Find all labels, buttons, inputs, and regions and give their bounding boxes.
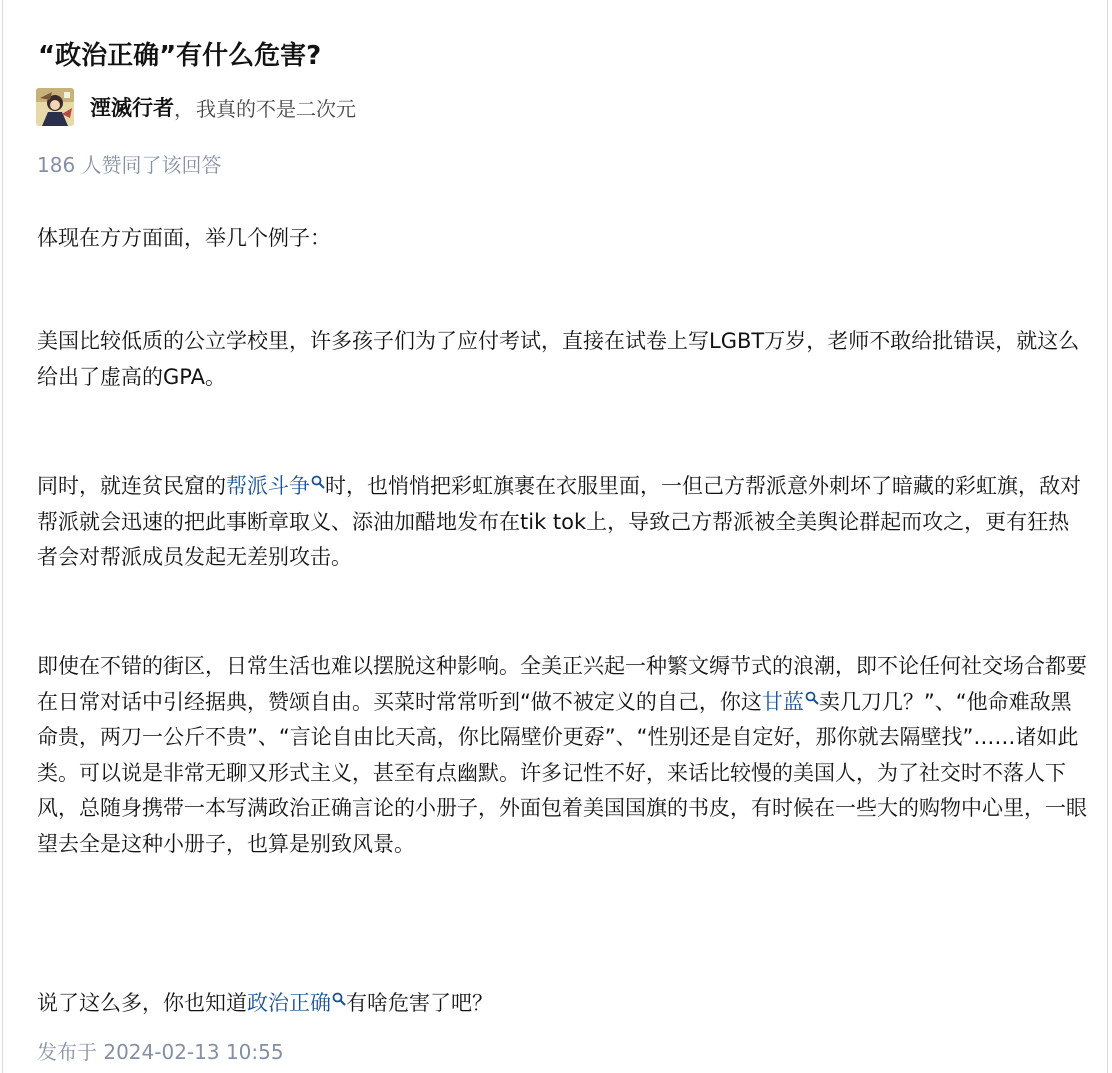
- paragraph-5-text-before: 说了这么多，你也知道: [37, 991, 247, 1015]
- paragraph-4-text-after: 卖几刀几？”、“他命难敌黑命贵，两刀一公斤不贵”、“言论自由比天高，你比隔壁价更孬”、“性别还是自定好，那你就去隔壁找”……诸如此类。可以说是非常无聊又形式主义，甚至有点幽默。许多记性不好，来话比较慢的美国人，为了社交时不落人下风，总随身携带一本写满政治正确言论的小册子，外面包着美国国旗的书皮，有时候在一些大的购物中心里，一眼望去全是这种小册子，也算是别致风景。: [37, 689, 1087, 856]
- search-link-gang-fight[interactable]: [226, 474, 325, 498]
- search-link-cabbage[interactable]: [762, 690, 819, 714]
- paragraph-3-text-before: 同时，就连贫民窟的: [37, 474, 226, 498]
- avatar-image: [36, 88, 74, 126]
- search-link-label[interactable]: 甘蓝: [761, 689, 804, 714]
- paragraph-1: 体现在方方面面，举几个例子：: [37, 226, 331, 250]
- search-link-label[interactable]: 帮派斗争: [226, 474, 310, 498]
- paragraph-5: [37, 986, 1087, 1022]
- paragraph-3-text-after: 时，也悄悄把彩虹旗裹在衣服里面，一但己方帮派意外刺坏了暗藏的彩虹旗，敌对帮派就会迅速的把此事断章取义、添油加醋地发布在tik tok上，导致己方帮派被全美舆论群起而攻之，更有狂热者会对帮派成员发起无差别攻击。: [37, 474, 1081, 569]
- paragraph-4-text-before: 即使在不错的街区，日常生活也难以摆脱这种影响。全美正兴起一种繁文缛节式的浪潮，即不论任何社交场合都要在日常对话中引经据典，赞颂自由。买菜时常常听到“做不被定义的自己，你这: [37, 654, 1087, 714]
- paragraph-5-text-after: 有啥危害了吧？: [346, 991, 493, 1015]
- search-icon: [311, 475, 325, 489]
- author-avatar[interactable]: [36, 88, 74, 126]
- question-title[interactable]: “政治正确”有什么危害?: [38, 41, 322, 71]
- publish-date[interactable]: 发布于 2024-02-13 10:55: [37, 1040, 284, 1064]
- author-name[interactable]: 湮滅行者: [90, 96, 174, 120]
- search-icon: [805, 691, 819, 705]
- search-link-label[interactable]: 政治正确: [247, 991, 331, 1015]
- vote-count: 186 人赞同了该回答: [37, 153, 222, 177]
- author-bio: 我真的不是二次元: [196, 96, 356, 121]
- paragraph-2: 美国比较低质的公立学校里，许多孩子们为了应付考试，直接在试卷上写LGBT万岁，老师不敢给批错误，就这么给出了虚高的GPA。: [37, 329, 1080, 389]
- search-icon: [332, 992, 346, 1006]
- paragraph-3: [37, 469, 1087, 576]
- author-info: [36, 87, 356, 127]
- paragraph-4: [37, 649, 1087, 862]
- author-separator: ，: [174, 96, 194, 121]
- search-link-political-correctness[interactable]: [247, 991, 346, 1015]
